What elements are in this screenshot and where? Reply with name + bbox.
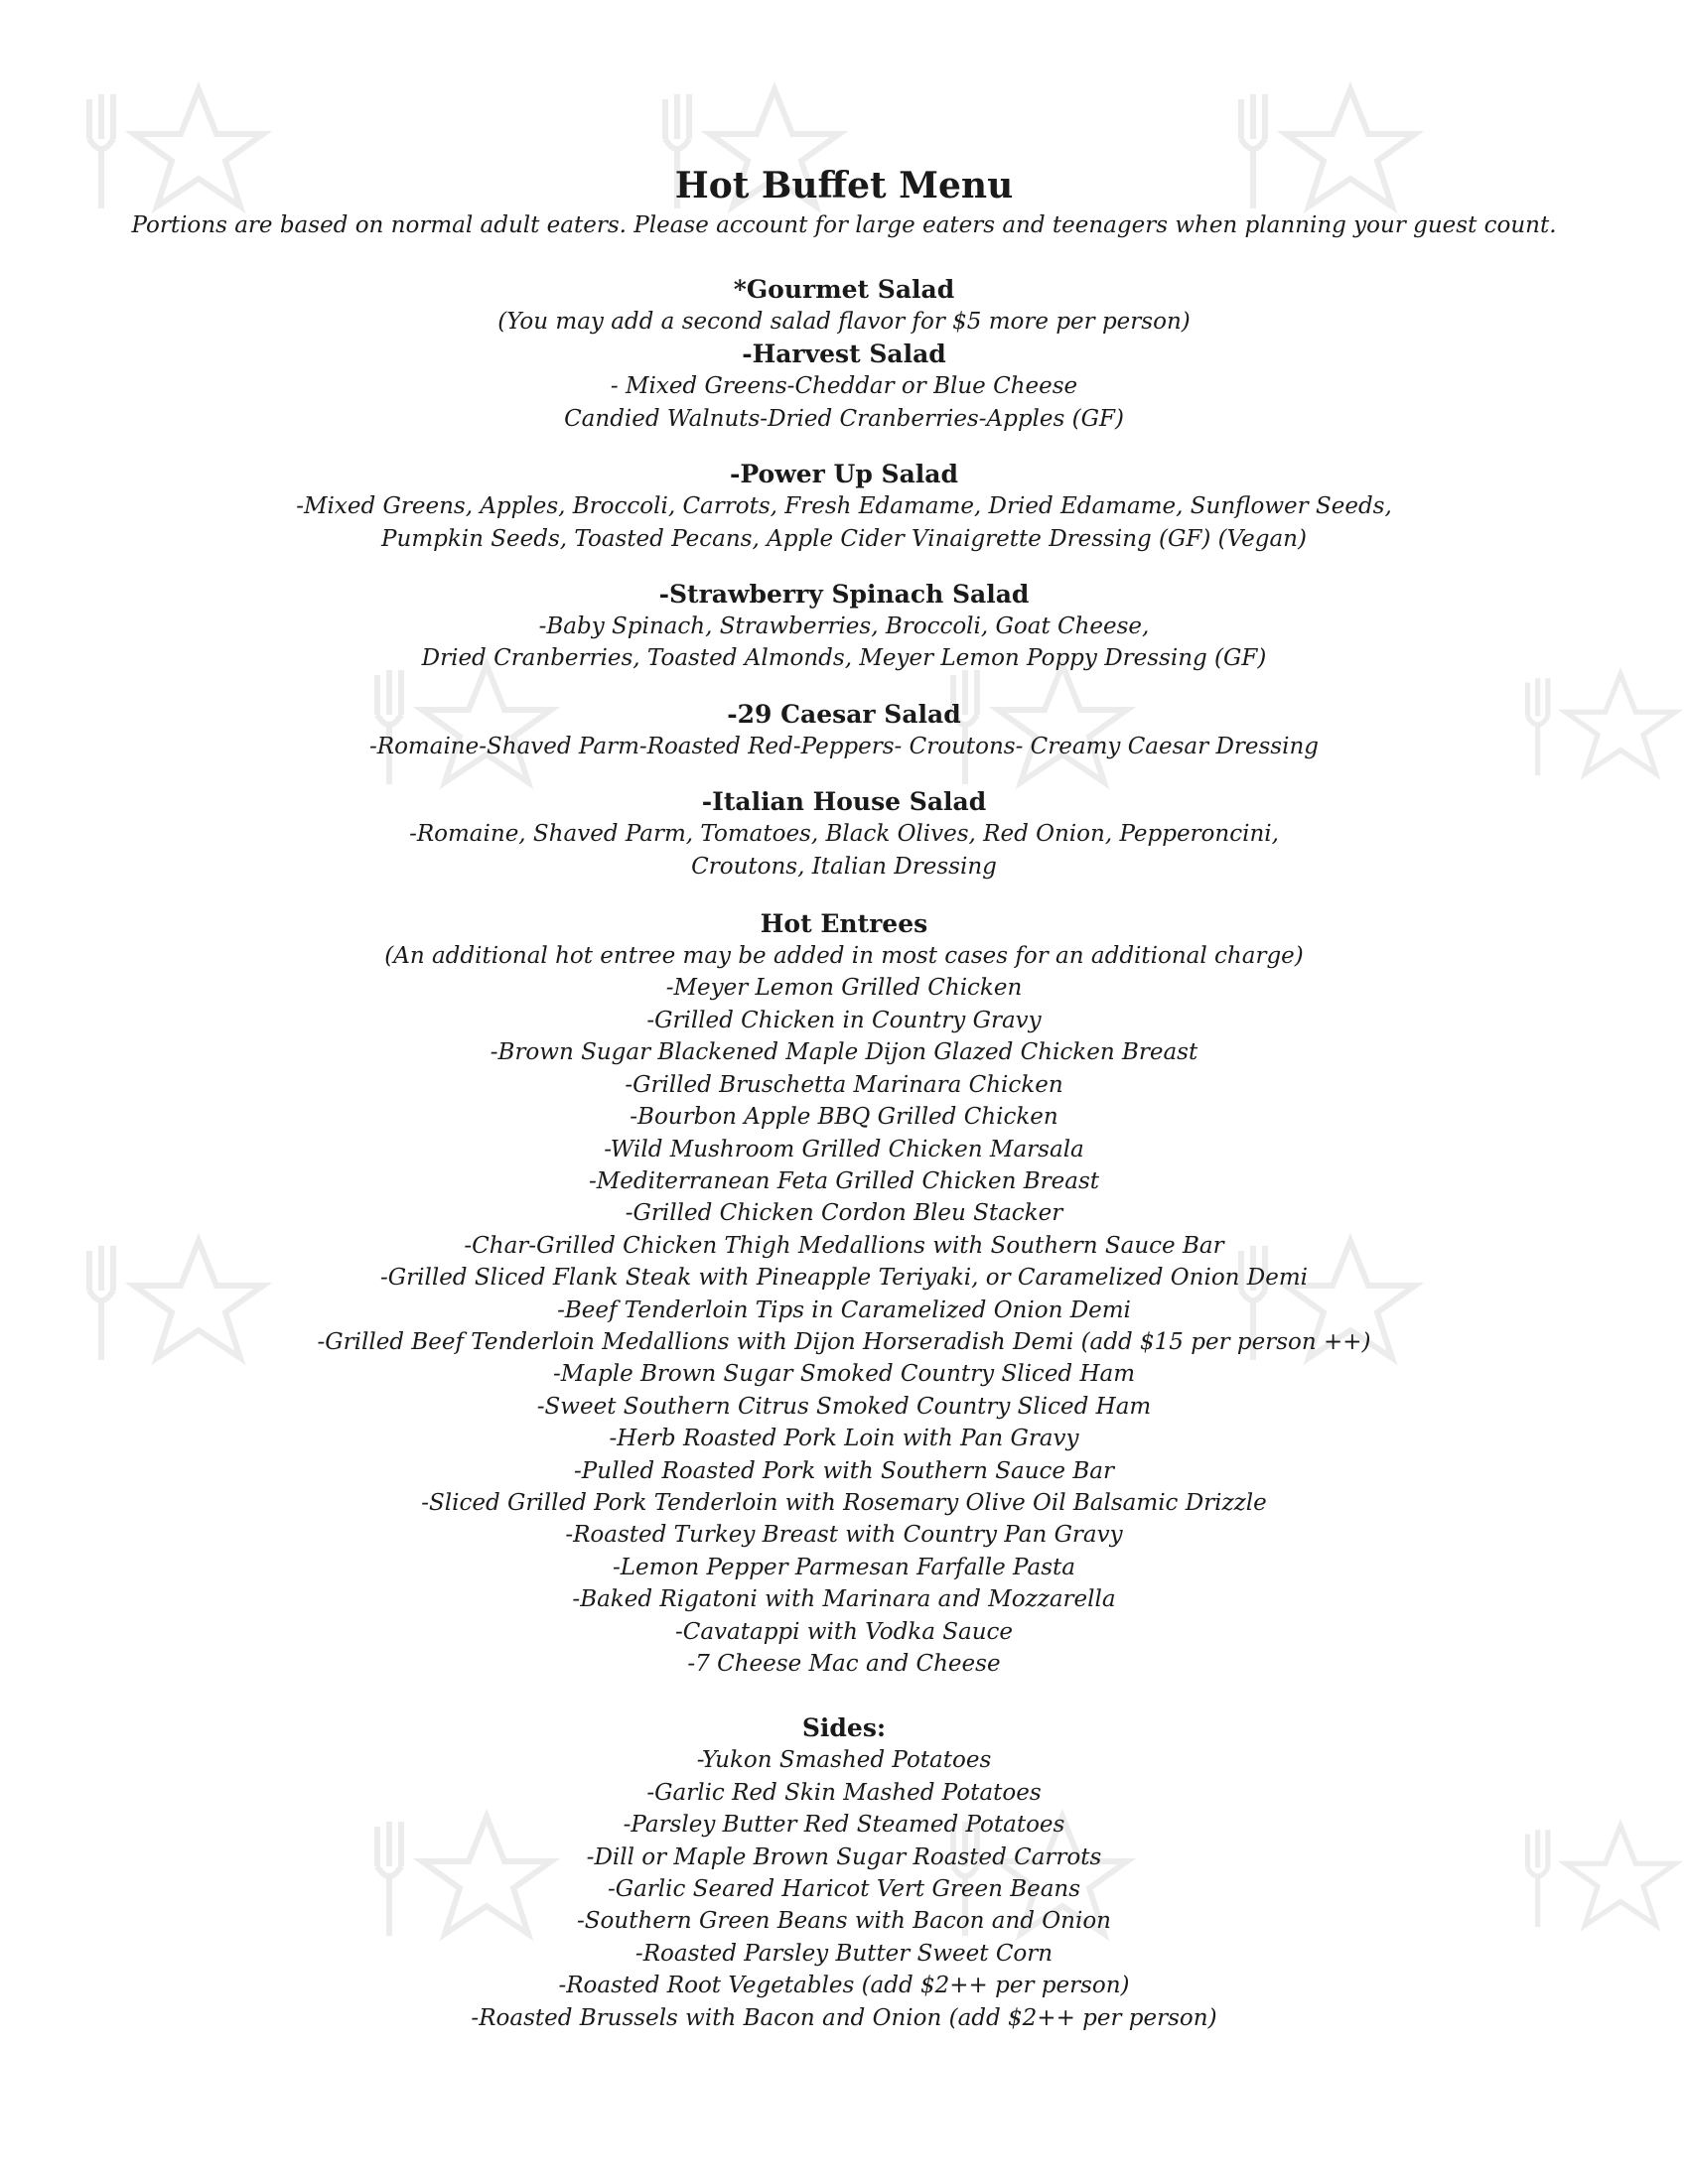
entree-item: -Mediterranean Feta Grilled Chicken Breast	[588, 1167, 1100, 1194]
hot-entrees-heading: Hot Entrees	[760, 909, 928, 939]
side-item: -Southern Green Beans with Bacon and Onion	[577, 1908, 1111, 1935]
side-item: -Garlic Seared Haricot Vert Green Beans	[607, 1876, 1081, 1903]
hot-entrees-note: (An additional hot entree may be added in most cases for an additional charge)	[384, 943, 1304, 970]
salad-power-up	[0, 458, 1688, 555]
entree-item: -Grilled Bruschetta Marinara Chicken	[625, 1071, 1063, 1098]
entree-item: -Maple Brown Sugar Smoked Country Sliced Ham	[552, 1361, 1136, 1388]
side-item: -Dill or Maple Brown Sugar Roasted Carrots	[586, 1843, 1102, 1870]
salad-harvest	[0, 338, 1688, 435]
entree-item: -Herb Roasted Pork Loin with Pan Gravy	[609, 1426, 1079, 1452]
salad-name: -29 Caesar Salad	[727, 699, 961, 729]
side-item: -Roasted Parsley Butter Sweet Corn	[634, 1940, 1054, 1967]
entree-item: -Sliced Grilled Pork Tenderloin with Rosemary Olive Oil Balsamic Drizzle	[421, 1489, 1267, 1516]
entree-item: -Char-Grilled Chicken Thigh Medallions with Southern Sauce Bar	[464, 1232, 1224, 1259]
entree-item: -Lemon Pepper Parmesan Farfalle Pasta	[613, 1554, 1075, 1580]
salad-strawberry-spinach	[0, 578, 1688, 675]
gourmet-salad-note: (You may add a second salad flavor for $5 more per person)	[497, 309, 1191, 335]
salad-italian-house	[0, 785, 1688, 883]
side-item: -Garlic Red Skin Mashed Potatoes	[646, 1779, 1042, 1806]
entree-item: -Cavatappi with Vodka Sauce	[674, 1618, 1014, 1645]
salad-description: Dried Cranberries, Toasted Almonds, Meyer Lemon Poppy Dressing (GF)	[421, 645, 1267, 672]
entree-item: -Wild Mushroom Grilled Chicken Marsala	[604, 1136, 1084, 1162]
salad-description: -Baby Spinach, Strawberries, Broccoli, Goat Cheese,	[538, 614, 1150, 640]
salad-description: Candied Walnuts-Dried Cranberries-Apples (GF)	[564, 405, 1124, 432]
portion-note: Portions are based on normal adult eaters. Please account for large eaters and teenagers when planning your guest count.	[131, 212, 1557, 238]
salad-caesar	[0, 698, 1688, 762]
salad-description: -Romaine-Shaved Parm-Roasted Red-Peppers- Croutons- Creamy Caesar Dressing	[368, 733, 1319, 759]
entree-item: -Brown Sugar Blackened Maple Dijon Glazed Chicken Breast	[490, 1039, 1198, 1066]
salad-description: -Mixed Greens, Apples, Broccoli, Carrots, Fresh Edamame, Dried Edamame, Sunflower Seeds,	[296, 493, 1392, 520]
entree-item: -Pulled Roasted Pork with Southern Sauce Bar	[574, 1457, 1114, 1484]
salad-name: -Strawberry Spinach Salad	[658, 580, 1030, 610]
entree-item: -Baked Rigatoni with Marinara and Mozzarella	[572, 1586, 1116, 1613]
hot-entrees-section	[0, 907, 1688, 1680]
gourmet-salad-heading: *Gourmet Salad	[733, 275, 955, 304]
salad-description: - Mixed Greens-Cheddar or Blue Cheese	[610, 373, 1078, 400]
salad-name: -Italian House Salad	[701, 787, 987, 817]
entree-item: -Grilled Beef Tenderloin Medallions with Dijon Horseradish Demi (add $15 per person ++)	[317, 1328, 1371, 1355]
side-item: -Parsley Butter Red Steamed Potatoes	[623, 1812, 1065, 1839]
sides-heading: Sides:	[801, 1713, 887, 1743]
side-item: -Yukon Smashed Potatoes	[696, 1747, 992, 1774]
entree-item: -Grilled Sliced Flank Steak with Pineapple Teriyaki, or Caramelized Onion Demi	[379, 1265, 1309, 1292]
salad-name: -Harvest Salad	[742, 340, 946, 369]
salad-description: Croutons, Italian Dressing	[691, 853, 997, 880]
entree-item: -Bourbon Apple BBQ Grilled Chicken	[630, 1104, 1058, 1131]
entree-item: -Grilled Chicken in Country Gravy	[646, 1007, 1042, 1033]
entree-item: -Grilled Chicken Cordon Bleu Stacker	[625, 1200, 1063, 1227]
page-title: Hot Buffet Menu	[674, 165, 1014, 206]
entree-item: -Roasted Turkey Breast with Country Pan Gravy	[565, 1522, 1123, 1549]
side-item: -Roasted Brussels with Bacon and Onion (add $2++ per person)	[471, 2004, 1217, 2031]
entree-item: -Sweet Southern Citrus Smoked Country Sliced Ham	[536, 1393, 1152, 1420]
entree-item: -Meyer Lemon Grilled Chicken	[665, 975, 1023, 1002]
salad-name: -Power Up Salad	[730, 460, 958, 489]
sides-section	[0, 1711, 1688, 2034]
entree-item: -7 Cheese Mac and Cheese	[687, 1651, 1001, 1677]
side-item: -Roasted Root Vegetables (add $2++ per person)	[558, 1973, 1130, 1999]
entree-item: -Beef Tenderloin Tips in Caramelized Onion Demi	[557, 1297, 1131, 1323]
salad-description: Pumpkin Seeds, Toasted Pecans, Apple Cider Vinaigrette Dressing (GF) (Vegan)	[381, 525, 1307, 552]
salad-description: -Romaine, Shaved Parm, Tomatoes, Black Olives, Red Onion, Pepperoncini,	[409, 821, 1279, 848]
